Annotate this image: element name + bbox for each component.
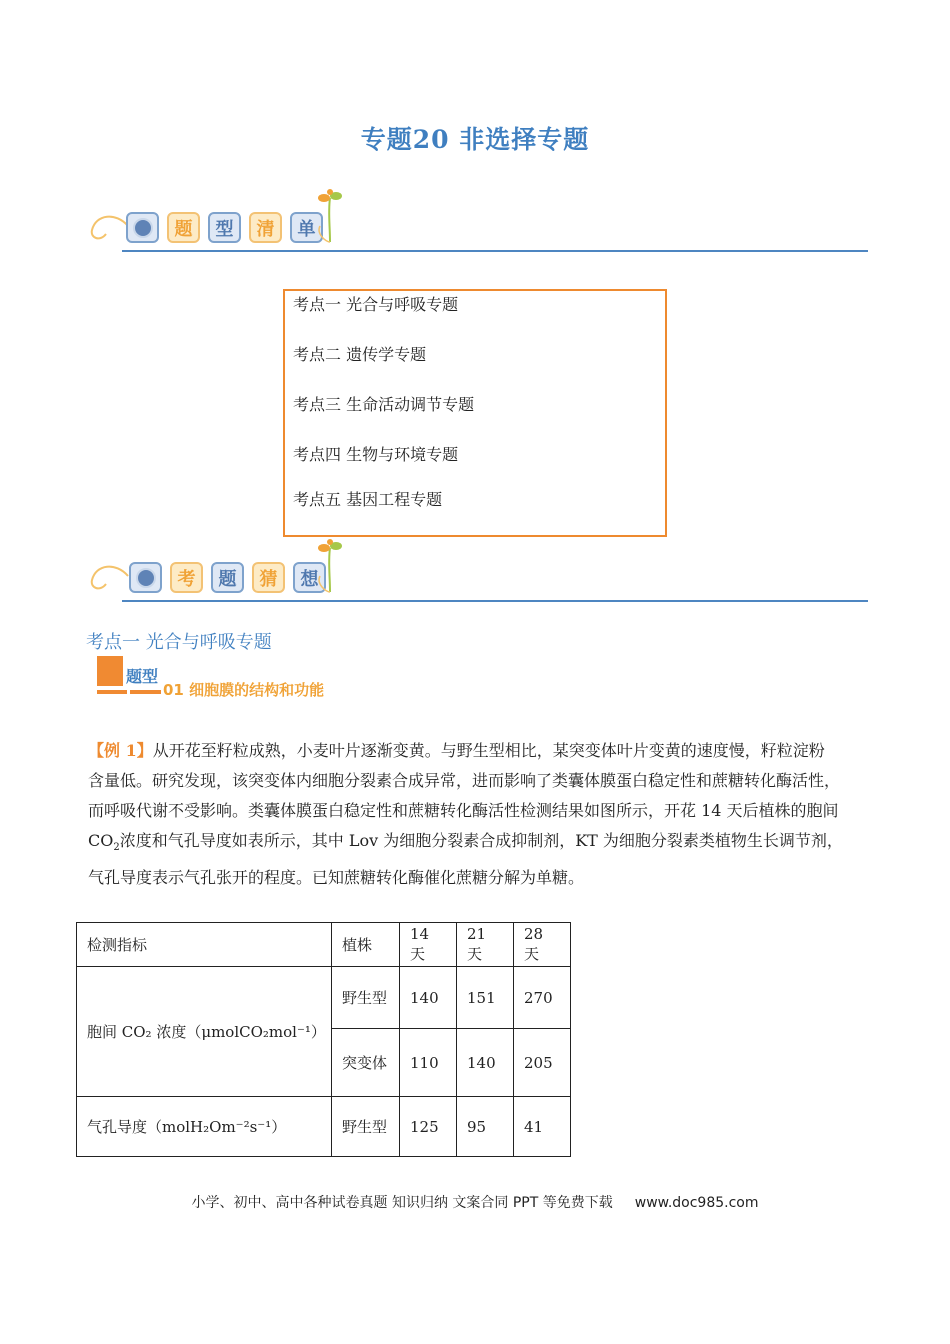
page-title: 专题20 非选择专题 [360, 125, 590, 154]
table-cell: 110 [400, 1029, 457, 1097]
type-label: 题型 [126, 667, 159, 686]
co2-prefix: CO [88, 831, 114, 850]
table-header-row [77, 923, 571, 967]
example-line: 而呼吸代谢不受影响。类囊体膜蛋白稳定性和蔗糖转化酶活性检测结果如图所示，开花 14 天后植株的胞间 [88, 801, 839, 820]
type-underline [130, 690, 161, 694]
table-cell: 205 [514, 1029, 571, 1097]
guess-banner [88, 536, 868, 606]
banner-char: 猜 [252, 562, 285, 593]
example-tag: 【例 1】 [88, 741, 153, 760]
table-header-cell: 植株 [332, 923, 400, 967]
type-marker-icon [97, 656, 123, 686]
table-header-cell: 28 天 [514, 923, 571, 967]
banner-char: 想 [293, 562, 326, 593]
type-underline [97, 690, 127, 694]
table-header-cell: 21 天 [457, 923, 514, 967]
example-line: 含量低。研究发现，该突变体内细胞分裂素合成异常，进而影响了类囊体膜蛋白稳定性和蔗糖转化酶活性， [88, 771, 841, 790]
footer-text: 小学、初中、高中各种试卷真题 知识归纳 文案合同 PPT 等免费下载 [191, 1195, 613, 1211]
checklist-banner [88, 186, 868, 256]
example-line: 浓度和气孔导度如表所示，其中 Lov 为细胞分裂素合成抑制剂，KT 为细胞分裂素类植物生长调节剂， [119, 831, 843, 850]
table-header-cell: 14 天 [400, 923, 457, 967]
swirl-decoration-icon [88, 554, 132, 594]
banner-circle-icon [126, 212, 159, 243]
table-cell: 野生型 [332, 1097, 400, 1157]
banner-char: 题 [211, 562, 244, 593]
topic-checklist-box [283, 289, 667, 537]
table-cell-label: 气孔导度（molH₂Om⁻²s⁻¹） [77, 1097, 332, 1157]
checklist-item: 考点五 基因工程专题 [293, 490, 443, 509]
data-table [76, 922, 571, 1157]
question-type-header [97, 656, 357, 698]
checklist-item: 考点三 生命活动调节专题 [293, 395, 475, 414]
banner-char: 考 [170, 562, 203, 593]
checklist-item: 考点二 遗传学专题 [293, 345, 427, 364]
banner-char: 单 [290, 212, 323, 243]
table-cell: 125 [400, 1097, 457, 1157]
table-cell: 140 [400, 967, 457, 1029]
table-cell: 野生型 [332, 967, 400, 1029]
section-heading: 考点一 光合与呼吸专题 [86, 632, 272, 653]
table-cell: 41 [514, 1097, 571, 1157]
example-line: 气孔导度表示气孔张开的程度。已知蔗糖转化酶催化蔗糖分解为单糖。 [88, 868, 585, 888]
example-question: 【例 1】从开花至籽粒成熟，小麦叶片逐渐变黄。与野生型相比，某突变体叶片变黄的速度慢，籽粒淀粉 含量低。研究发现，该突变体内细胞分裂素合成异常，进而影响了类囊体膜蛋白稳定性和蔗糖转化酶活性， 而呼吸代谢不受影响。类囊体膜蛋白稳定性和蔗糖转化酶活性检测结果如图所示，开花 14 天后植株的胞间 $CO_2$浓度和气孔导度如表所示，其中 Lov 为细胞分裂素合成抑制剂，KT 为细胞分裂素类植物生长调节剂， 气孔导度表示气孔张开的程度。已知蔗糖转化酶催化蔗糖分解为单糖。 [88, 736, 868, 893]
footer-url[interactable]: www.doc985.com [634, 1195, 759, 1211]
table-cell: 140 [457, 1029, 514, 1097]
banner-circle-icon [129, 562, 162, 593]
table-cell: 突变体 [332, 1029, 400, 1097]
checklist-item: 考点一 光合与呼吸专题 [293, 295, 459, 314]
table-cell-label: 胞间 CO₂ 浓度（μmolCO₂mol⁻¹） [77, 967, 332, 1097]
table-header-cell: 检测指标 [77, 923, 332, 967]
banner-rule [122, 250, 868, 252]
banner-char: 清 [249, 212, 282, 243]
banner-char: 型 [208, 212, 241, 243]
table-cell: 270 [514, 967, 571, 1029]
sprout-icon [316, 186, 346, 246]
type-title: 01 细胞膜的结构和功能 [163, 681, 325, 699]
example-line: 从开花至籽粒成熟，小麦叶片逐渐变黄。与野生型相比，某突变体叶片变黄的速度慢，籽粒淀粉 [152, 741, 825, 760]
checklist-item: 考点四 生物与环境专题 [293, 445, 459, 464]
table-cell: 95 [457, 1097, 514, 1157]
banner-rule [122, 600, 868, 602]
table-cell: 151 [457, 967, 514, 1029]
sprout-icon [316, 536, 346, 596]
banner-char: 题 [167, 212, 200, 243]
table-row [77, 967, 571, 1029]
page-footer [0, 1192, 950, 1212]
table-row [77, 1097, 571, 1157]
